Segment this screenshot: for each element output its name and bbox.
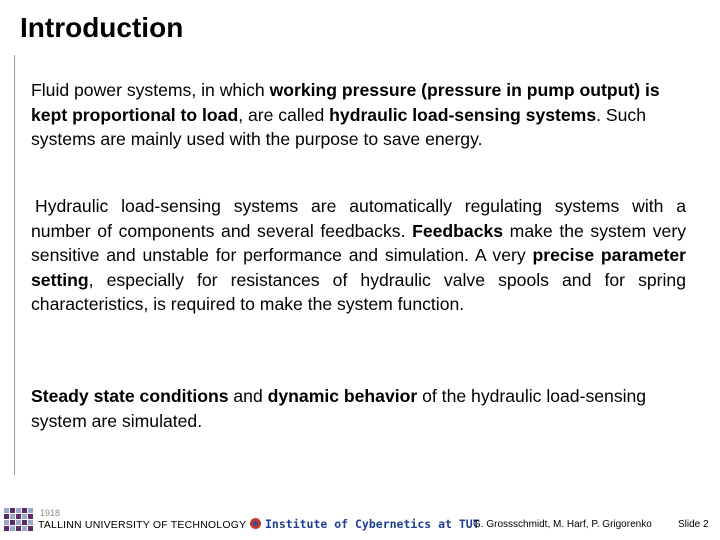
- paragraph-1: [31, 78, 686, 152]
- paragraph-2: [31, 194, 686, 317]
- p2-text-3: , especially for resistances of hydraulic valve spools and for spring characteristics, is required to make the system function.: [31, 269, 686, 314]
- p1-text-1: Fluid power systems, in which: [31, 80, 270, 100]
- p1-text-3: . Such systems are mainly used with the purpose to save energy.: [31, 104, 646, 149]
- p1-text-2: , are called: [238, 104, 330, 125]
- paragraph-3: [31, 384, 686, 433]
- slide-title: Introduction: [20, 12, 184, 43]
- p2-bold-1: Feedbacks: [412, 220, 504, 241]
- p2-text-1: Hydraulic load-sensing systems are automatically regulating systems with a number of components and several feedbacks.: [31, 196, 686, 241]
- p2-bold-2: precise parameter setting: [31, 245, 687, 290]
- slide-number: Slide 2: [678, 519, 709, 530]
- p3-text-2: of the hydraulic load-sensing system are simulated.: [31, 386, 647, 431]
- institute-logo-icon: [250, 518, 261, 529]
- footer-institute-label: Institute of Cybernetics at TUT: [265, 517, 480, 531]
- p3-text-1: and: [228, 386, 268, 406]
- p3-bold-2: dynamic behavior: [267, 386, 418, 406]
- footer-year: 1918: [40, 508, 61, 518]
- p1-bold-2: hydraulic load-sensing systems: [329, 104, 597, 125]
- footer-institute: [250, 517, 480, 531]
- p1-bold-1: working pressure (pressure in pump output) is kept proportional to load: [31, 80, 660, 125]
- p2-text-2: make the system very sensitive and unstable for performance and simulation. A very: [31, 220, 686, 265]
- university-logo-icon: [4, 508, 34, 530]
- p3-bold-1: Steady state conditions: [31, 386, 229, 406]
- footer: [0, 500, 720, 540]
- content-divider: [14, 55, 15, 475]
- footer-university: TALLINN UNIVERSITY OF TECHNOLOGY: [38, 519, 247, 531]
- footer-authors: G. Grossschmidt, M. Harf, P. Grigorenko: [473, 519, 652, 530]
